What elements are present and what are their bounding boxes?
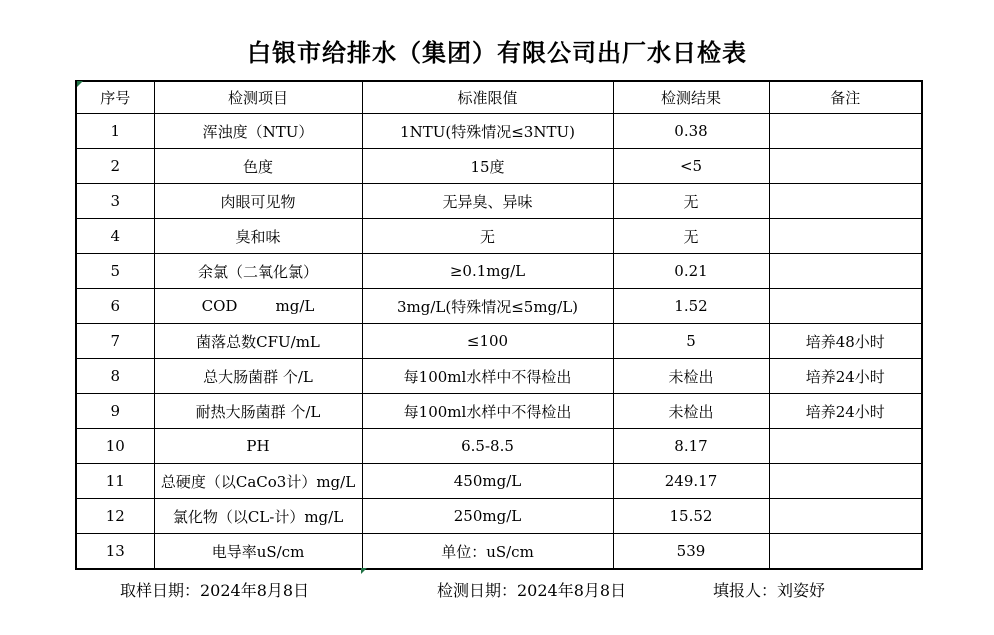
cell-remark [769, 254, 922, 289]
testing-date-text: 检测日期：2024年8月8日 [437, 581, 627, 600]
header-remark: 备注 [769, 81, 922, 114]
footer [0, 578, 994, 602]
table-body [76, 114, 922, 570]
cell-result: 1.52 [613, 289, 769, 324]
cell-limit: 无 [362, 219, 613, 254]
cell-item: 菌落总数CFU/mL [154, 324, 362, 359]
table-row [76, 184, 922, 219]
cell-remark [769, 289, 922, 324]
cell-result: 未检出 [613, 394, 769, 429]
cell-index: 7 [76, 324, 154, 359]
cell-remark [769, 184, 922, 219]
table-row [76, 464, 922, 499]
cell-result: <5 [613, 149, 769, 184]
cell-result: 0.38 [613, 114, 769, 149]
cell-limit: 每100ml水样中不得检出 [362, 359, 613, 394]
cell-remark: 培养48小时 [769, 324, 922, 359]
cell-remark [769, 149, 922, 184]
cell-item: COD mg/L [154, 289, 362, 324]
cell-item: 浑浊度（NTU） [154, 114, 362, 149]
cell-result: 无 [613, 184, 769, 219]
cell-remark [769, 464, 922, 499]
cell-item: 氯化物（以CL-计）mg/L [154, 499, 362, 534]
cell-item: 臭和味 [154, 219, 362, 254]
cell-result: 无 [613, 219, 769, 254]
cell-index: 1 [76, 114, 154, 149]
cell-index: 9 [76, 394, 154, 429]
cell-index: 8 [76, 359, 154, 394]
cell-limit: 无异臭、异味 [362, 184, 613, 219]
table-row [76, 499, 922, 534]
table-row [76, 324, 922, 359]
header-row [76, 81, 922, 114]
cell-remark [769, 429, 922, 464]
cell-remark [769, 219, 922, 254]
cell-limit: 6.5-8.5 [362, 429, 613, 464]
cell-result: 0.21 [613, 254, 769, 289]
cell-item: 余氯（二氧化氯） [154, 254, 362, 289]
cell-index: 4 [76, 219, 154, 254]
cell-item: 耐热大肠菌群 个/L [154, 394, 362, 429]
excel-corner-marker-bottom-icon [361, 568, 367, 574]
cell-limit: 3mg/L(特殊情况≤5mg/L) [362, 289, 613, 324]
header-item: 检测项目 [154, 81, 362, 114]
cell-index: 10 [76, 429, 154, 464]
reporter-text: 填报人：刘姿妤 [713, 581, 826, 600]
cell-item: 总大肠菌群 个/L [154, 359, 362, 394]
cell-limit: 单位：uS/cm [362, 534, 613, 570]
cell-result: 15.52 [613, 499, 769, 534]
cell-result: 未检出 [613, 359, 769, 394]
cell-limit: 250mg/L [362, 499, 613, 534]
cell-index: 6 [76, 289, 154, 324]
header-limit: 标准限值 [362, 81, 613, 114]
table-row [76, 289, 922, 324]
table-row [76, 219, 922, 254]
cell-result: 5 [613, 324, 769, 359]
cell-limit: 450mg/L [362, 464, 613, 499]
header-result: 检测结果 [613, 81, 769, 114]
cell-limit: 1NTU(特殊情况≤3NTU) [362, 114, 613, 149]
cell-item: PH [154, 429, 362, 464]
table-row [76, 149, 922, 184]
table-row [76, 429, 922, 464]
cell-index: 13 [76, 534, 154, 570]
table-row [76, 394, 922, 429]
cell-remark: 培养24小时 [769, 359, 922, 394]
sampling-date-text: 取样日期：2024年8月8日 [120, 581, 310, 600]
table-row [76, 114, 922, 149]
cell-result: 249.17 [613, 464, 769, 499]
cell-index: 3 [76, 184, 154, 219]
cell-limit: 15度 [362, 149, 613, 184]
cell-remark: 培养24小时 [769, 394, 922, 429]
table-row [76, 359, 922, 394]
cell-result: 539 [613, 534, 769, 570]
cell-item: 肉眼可见物 [154, 184, 362, 219]
cell-index: 11 [76, 464, 154, 499]
cell-item: 总硬度（以CaCo3计）mg/L [154, 464, 362, 499]
cell-remark [769, 499, 922, 534]
cell-limit: 每100ml水样中不得检出 [362, 394, 613, 429]
table-row [76, 534, 922, 570]
cell-result: 8.17 [613, 429, 769, 464]
cell-index: 12 [76, 499, 154, 534]
table-row [76, 254, 922, 289]
cell-item: 电导率uS/cm [154, 534, 362, 570]
cell-index: 5 [76, 254, 154, 289]
header-index: 序号 [76, 81, 154, 114]
cell-remark [769, 114, 922, 149]
excel-corner-marker-top-icon [77, 81, 83, 87]
cell-remark [769, 534, 922, 570]
cell-index: 2 [76, 149, 154, 184]
cell-limit: ≥0.1mg/L [362, 254, 613, 289]
inspection-table [75, 80, 923, 570]
cell-limit: ≤100 [362, 324, 613, 359]
cell-item: 色度 [154, 149, 362, 184]
page-title: 白银市给排水（集团）有限公司出厂水日检表 [247, 38, 747, 67]
